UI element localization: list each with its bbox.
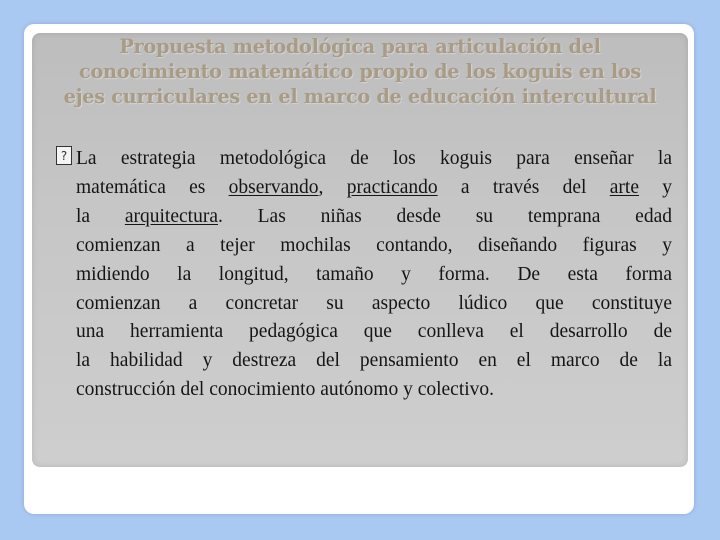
text-run: a través del — [437, 176, 610, 198]
paragraph-line: midiendo la longitud, tamaño y forma. De esta forma — [76, 263, 672, 285]
text-run: la — [76, 205, 125, 227]
paragraph-line: La estrategia metodológica de los koguis para enseñar la — [76, 148, 672, 169]
text-run: y — [638, 176, 672, 198]
body-block — [56, 145, 672, 405]
title-line-3: ejes curriculares en el marco de educación intercultural — [63, 85, 657, 108]
slide-title — [34, 34, 686, 109]
paragraph-line: la habilidad y destreza del pensamiento en el marco de la — [76, 350, 672, 372]
underlined-word: observando — [228, 176, 319, 198]
body-paragraph — [76, 145, 672, 405]
paragraph-line: una herramienta pedagógica que conlleva el desarrollo de — [76, 321, 672, 343]
text-run: . Las niñas desde su temprana edad — [217, 205, 672, 227]
title-line-2: conocimiento matemático propio de los koguis en los — [79, 60, 641, 83]
paragraph-line: comienzan a concretar su aspecto lúdico que constituye — [76, 292, 672, 314]
text-run: matemática es — [76, 176, 229, 198]
underlined-word: arte — [609, 176, 639, 198]
underlined-word: practicando — [346, 176, 438, 198]
title-line-1: Propuesta metodológica para articulación del — [119, 35, 601, 58]
underlined-word: arquitectura — [124, 205, 218, 227]
paragraph-line: comienzan a tejer mochilas contando, diseñando figuras y — [76, 234, 672, 256]
paragraph-line: construcción del conocimiento autónomo y colectivo. — [76, 379, 495, 401]
text-run: , — [318, 176, 347, 198]
missing-glyph-box-icon: ? — [56, 146, 72, 165]
paragraph-line — [76, 203, 672, 232]
paragraph-line — [76, 174, 672, 203]
